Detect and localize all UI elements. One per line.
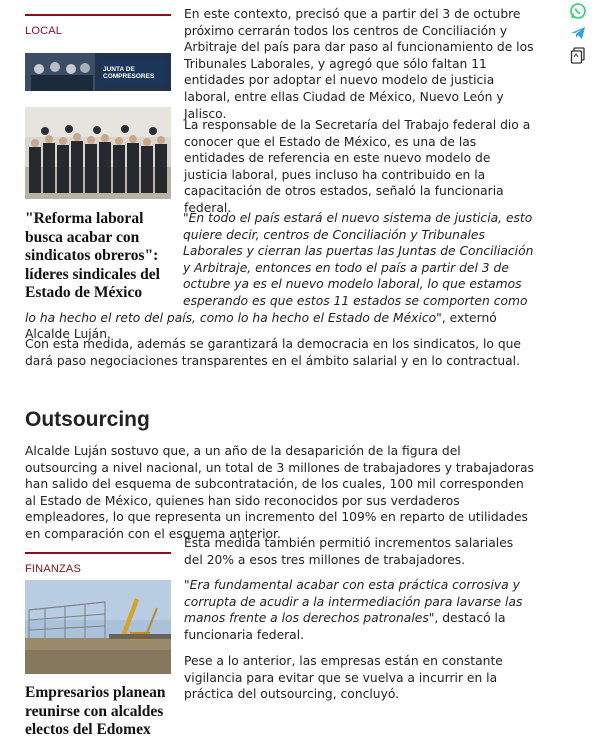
- related-title-2[interactable]: Empresarios planean reunirse con alcaldes electos del Edomex: [25, 684, 166, 738]
- related-thumbnail-1a[interactable]: [25, 53, 171, 91]
- section-label-finanzas[interactable]: FINANZAS: [25, 563, 81, 575]
- section-label-local[interactable]: LOCAL: [25, 25, 63, 37]
- whatsapp-icon[interactable]: [569, 2, 587, 20]
- article-paragraph-4: Con esta medida, además se garantizará la democracia en los sindicatos, lo que dará paso negociaciones transparentes en el ámbito salarial y en lo contractual.: [25, 337, 521, 368]
- related-thumbnail-1b[interactable]: [25, 107, 171, 199]
- quote-text-2: "Era fundamental acabar con esta práctica corrosiva y corrupta de acudir a la intermediación para lavarse las manos frente a los derechos patronales: [184, 578, 523, 626]
- quote-attribution-2: ", destacó la funcionaria federal.: [184, 611, 506, 642]
- article-paragraph-6: Esta medida también permitió incrementos salariales del 20% a esos tres millones de trabajadores.: [184, 536, 514, 567]
- related-title-1[interactable]: "Reforma laboral busca acabar con sindicatos obreros": líderes sindicales del Estado de México: [25, 210, 160, 301]
- article-paragraph-7: [184, 577, 534, 643]
- copy-icon[interactable]: [569, 46, 587, 64]
- section-divider-2: [25, 552, 171, 554]
- related-thumbnail-2[interactable]: [25, 580, 171, 674]
- article-paragraph-5: Alcalde Luján sostuvo que, a un año de la desaparición de la figura del outsourcing a nivel nacional, un total de 3 millones de trabajadores y trabajadoras han salido del esquema de subcontratación, de los cuales, 100 mil corresponden al Estado de México, quienes han sido reconocidos por sus verdaderos empleadores, lo que representa un incremento del 109% en reparto de utilidades en comparación con el esquema anterior.: [25, 444, 534, 541]
- article-paragraph-3: [25, 210, 535, 343]
- quote-text-end: hecho el Estado de México: [271, 310, 437, 325]
- thumb-caption: JUNTA DE COMPRESORES: [103, 66, 155, 80]
- article-paragraph-2: La responsable de la Secretaría del Trabajo federal dio a conocer que el Estado de México, es una de las entidades de referencia en este nuevo modelo de justicia laboral, pues incluso ha contribuido en la capacitación de otros estados, señaló la funcionaria federal.: [184, 118, 531, 215]
- article-paragraph-8: Pese a lo anterior, las empresas están en constante vigilancia para evitar que se vuelva a incurrir en la práctica del outsourcing, concluyó.: [184, 654, 503, 702]
- section-heading-outsourcing: Outsourcing: [25, 408, 150, 431]
- share-bar: [566, 0, 590, 68]
- article-paragraph-1: En este contexto, precisó que a partir del 3 de octubre próximo cerrarán todos los centros de Conciliación y Arbitraje del país para dar paso al funcionamiento de los Tribunales Laborales, y agregó que sólo faltan 11 entidades por adoptar el nuevo modelo de justicia laboral, entre ellas Ciudad de México, Nuevo León y Jalisco.: [184, 7, 534, 121]
- quote-text: "En todo el país estará el nuevo sistema de justicia, esto quiere decir, centros de Conciliación y Tribunales Laborales y cierran las puertas las Juntas de Conciliación y Arbitraje, entonces en todo el país a partir del 3 de octubre ya es el nuevo modelo laboral, lo que estamos esperando es que estos 11 estados se comporten como lo ha hecho el reto del país, como lo ha: [25, 211, 534, 325]
- telegram-icon[interactable]: [569, 24, 587, 42]
- section-divider: [25, 14, 171, 16]
- quote-attribution: ", externó Alcalde Luján.: [25, 310, 497, 342]
